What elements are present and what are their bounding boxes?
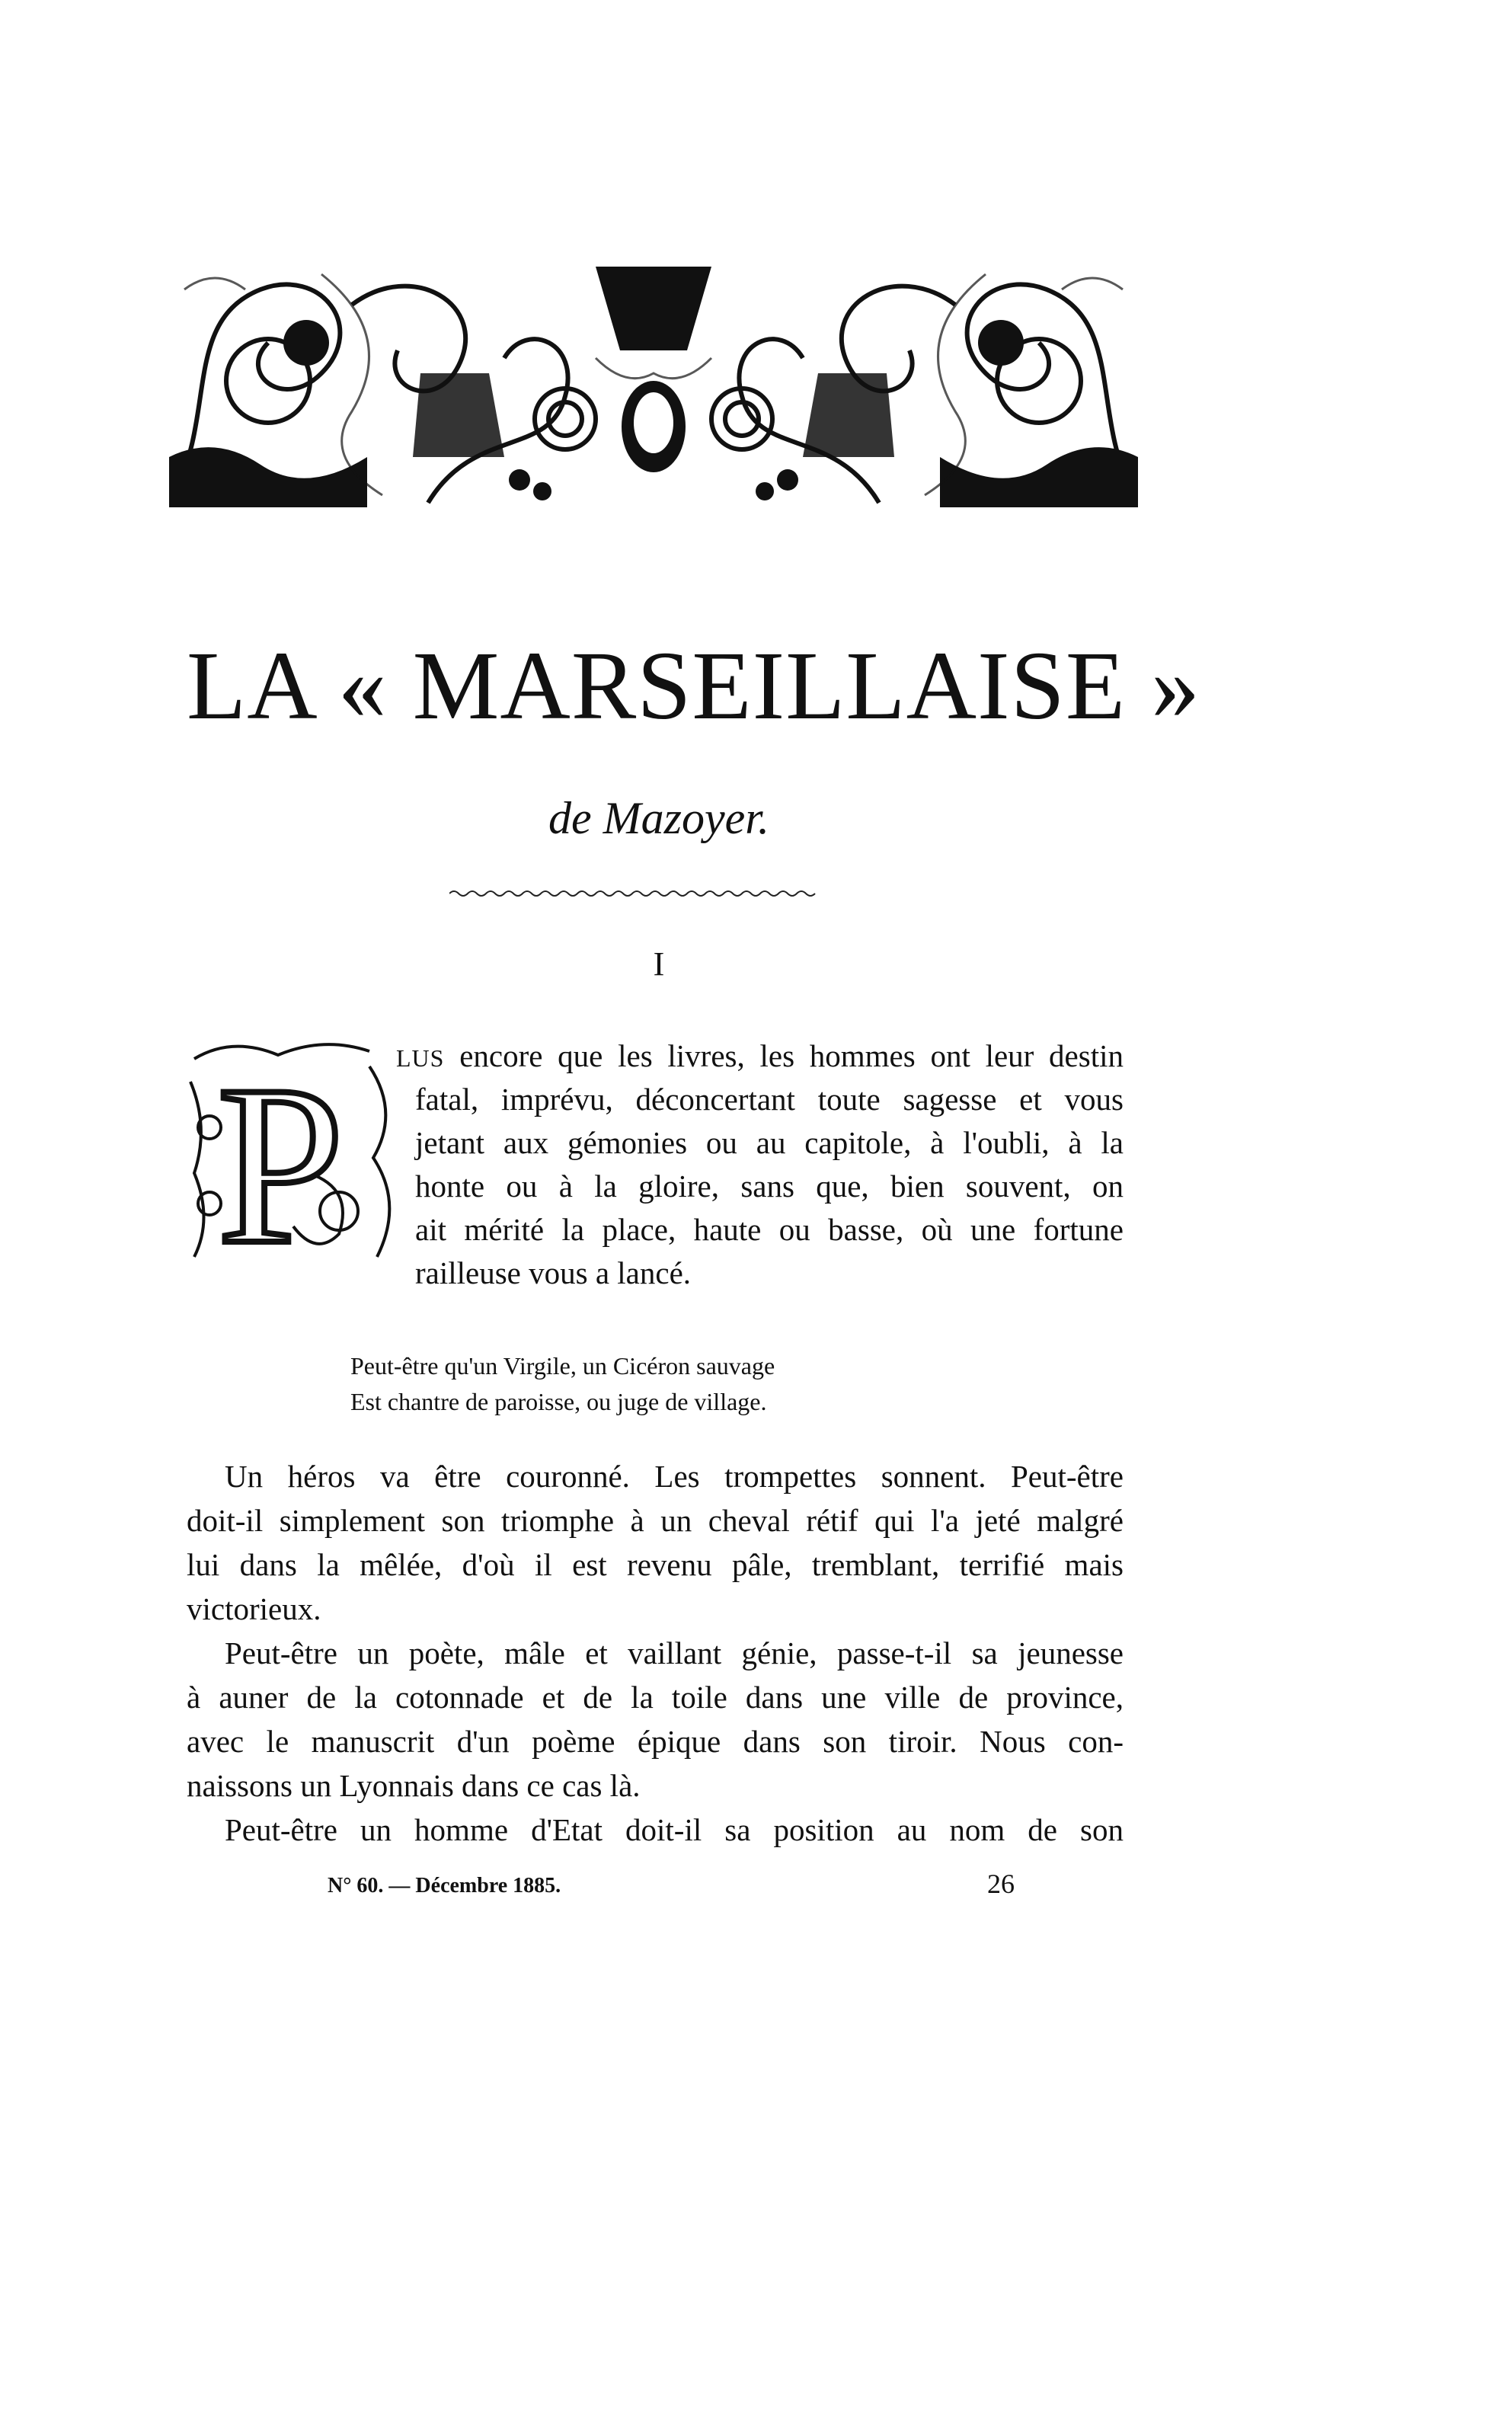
wavy-divider-rule — [449, 887, 819, 900]
section-number: I — [653, 945, 665, 983]
article-title: LA « MARSEILLAISE » — [187, 631, 1200, 740]
paragraph-2-line-2: à auner de la cotonnade et de la toile dans une ville de province, — [187, 1680, 1124, 1715]
small-caps-lead: LUS — [396, 1044, 445, 1072]
svg-text:P: P — [217, 1038, 344, 1261]
page-number: 26 — [987, 1869, 1015, 1899]
intro-line-3: jetant aux gémonies ou au capitole, à l'oubli, à la — [415, 1125, 1124, 1160]
intro-line-1: LUS encore que les livres, les hommes ont leur destin — [396, 1038, 1124, 1073]
paragraph-1-line-2: doit-il simplement son triomphe à un cheval rétif qui l'a jeté malgré — [187, 1503, 1124, 1538]
intro-line-6: railleuse vous a lancé. — [415, 1255, 692, 1290]
paragraph-1-line-1: Un héros va être couronné. Les trompettes sonnent. Peut-être — [225, 1459, 1124, 1494]
paragraph-3-line-1: Peut-être un homme d'Etat doit-il sa position au nom de son — [225, 1812, 1124, 1847]
drop-cap-ornament-icon — [187, 1036, 408, 1261]
paragraph-1-line-3: lui dans la mêlée, d'où il est revenu pâle, tremblant, terrifié mais — [187, 1547, 1124, 1582]
paragraph-2-line-4: naissons un Lyonnais dans ce cas là. — [187, 1768, 641, 1803]
footer-issue-date: N° 60. — Décembre 1885. — [328, 1874, 561, 1897]
article-subtitle-author: de Mazoyer. — [548, 793, 769, 843]
ornamental-drop-cap — [187, 1036, 408, 1261]
intro-line-4: honte ou à la gloire, sans que, bien souvent, on — [415, 1169, 1124, 1204]
quote-line-2: Est chantre de paroisse, ou juge de village. — [350, 1388, 767, 1415]
paragraph-1-line-4: victorieux. — [187, 1591, 321, 1626]
intro-line-5: ait mérité la place, haute ou basse, où une fortune — [415, 1212, 1124, 1247]
header-ornament-engraving — [169, 259, 1138, 507]
quote-line-1: Peut-être qu'un Virgile, un Cicéron sauvage — [350, 1352, 775, 1380]
intro-line-2: fatal, imprévu, déconcertant toute sagesse et vous — [415, 1082, 1124, 1117]
paragraph-2-line-3: avec le manuscrit d'un poème épique dans son tiroir. Nous con- — [187, 1724, 1124, 1759]
paragraph-2-line-1: Peut-être un poète, mâle et vaillant génie, passe-t-il sa jeunesse — [225, 1635, 1124, 1670]
